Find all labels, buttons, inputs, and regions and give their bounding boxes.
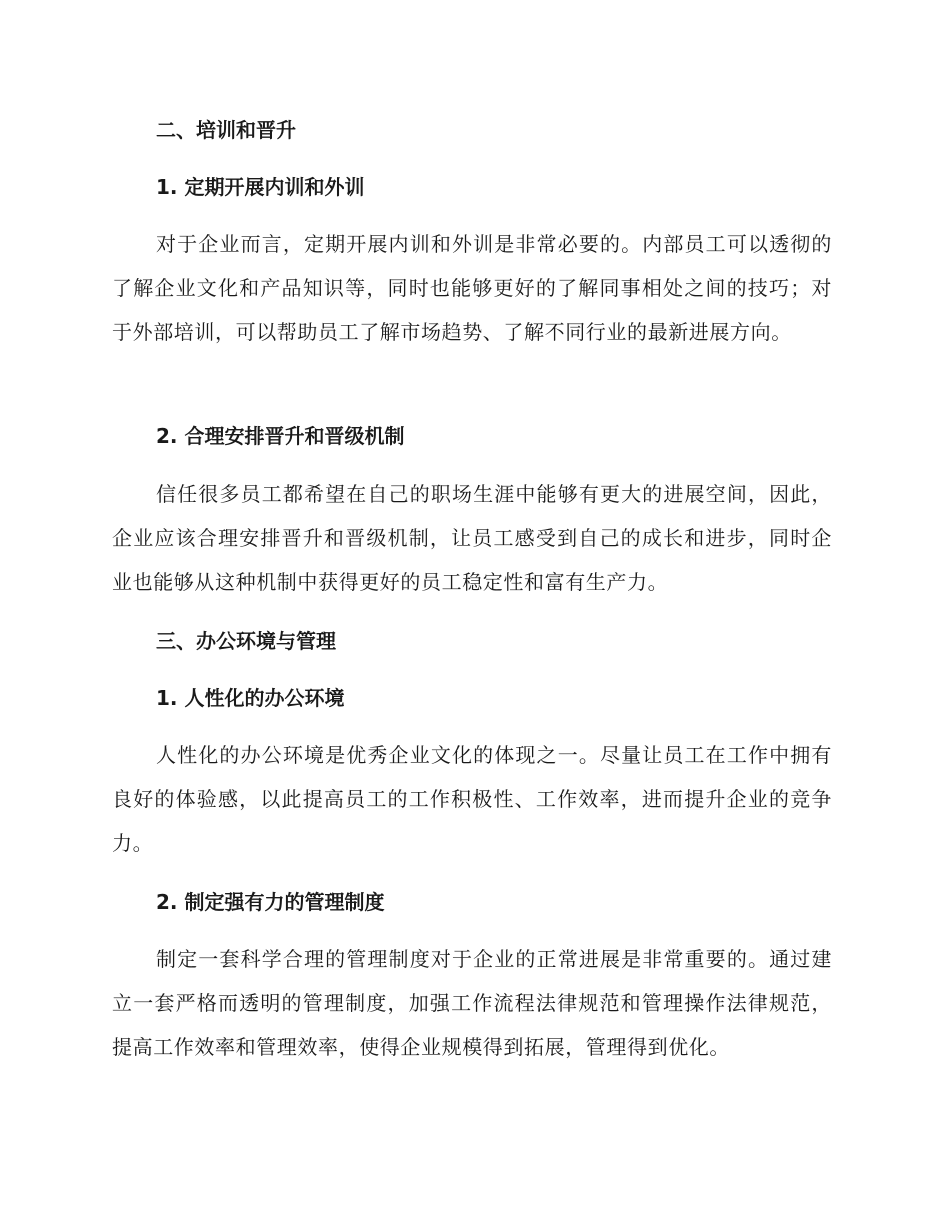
s2-item2-title: 2. 合理安排晋升和晋级机制 xyxy=(156,424,405,448)
s2-item2-paragraph: 信任很多员工都希望在自己的职场生涯中能够有更大的进展空间，因此，企业应该合理安排晋升和晋级机制，让员工感受到自己的成长和进步，同时企业也能够从这种机制中获得更好的员工稳定性和富有生产力。 xyxy=(112,482,832,594)
s3-item2-title: 2. 制定强有力的管理制度 xyxy=(156,890,385,914)
s2-item1-title: 1. 定期开展内训和外训 xyxy=(156,175,365,199)
s2-item1-paragraph: 对于企业而言，定期开展内训和外训是非常必要的。内部员工可以透彻的了解企业文化和产品知识等，同时也能够更好的了解同事相处之间的技巧；对于外部培训，可以帮助员工了解市场趋势、了解不同行业的最新进展方向。 xyxy=(112,232,832,344)
section-3-title: 三、办公环境与管理 xyxy=(156,629,336,653)
s3-item2-paragraph: 制定一套科学合理的管理制度对于企业的正常进展是非常重要的。通过建立一套严格而透明的管理制度，加强工作流程法律规范和管理操作法律规范，提高工作效率和管理效率，使得企业规模得到拓展，管理得到优化。 xyxy=(112,947,832,1059)
s3-item1-title: 1. 人性化的办公环境 xyxy=(156,686,345,710)
s3-item1-paragraph: 人性化的办公环境是优秀企业文化的体现之一。尽量让员工在工作中拥有良好的体验感，以此提高员工的工作积极性、工作效率，进而提升企业的竞争力。 xyxy=(112,743,832,855)
section-2-title: 二、培训和晋升 xyxy=(156,118,296,142)
